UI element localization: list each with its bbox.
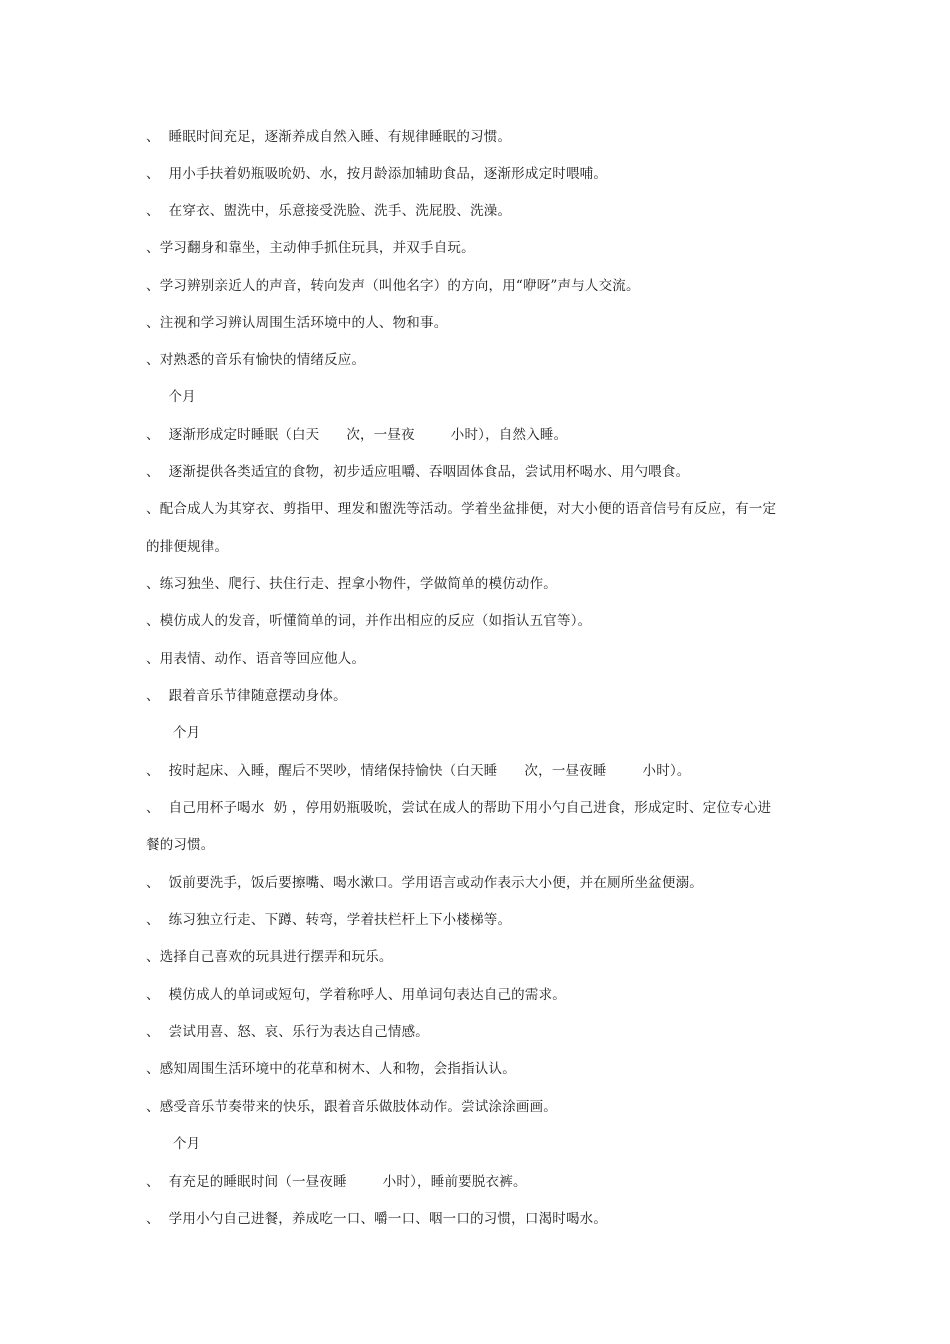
text-line: 、感受音乐节奏带来的快乐，跟着音乐做肢体动作。尝试涂涂画画。 (146, 1099, 557, 1115)
text-line: 、 在穿衣、盥洗中，乐意接受洗脸、洗手、洗屁股、洗澡。 (146, 203, 512, 219)
text-line: 、 尝试用喜、怒、哀、乐行为表达自己情感。 (146, 1024, 429, 1040)
section-heading: 个月 (146, 389, 196, 405)
text-line: 、注视和学习辨认周围生活环境中的人、物和事。 (146, 315, 448, 331)
text-line: 、模仿成人的发音，听懂简单的词，并作出相应的反应（如指认五官等）。 (146, 613, 592, 629)
text-line: 、 模仿成人的单词或短句，学着称呼人、用单词句表达自己的需求。 (146, 987, 566, 1003)
section-heading: 个月 (146, 725, 201, 741)
text-line: 、用表情、动作、语音等回应他人。 (146, 651, 366, 667)
text-line: 的排便规律。 (146, 539, 229, 555)
text-line: 、 有充足的睡眠时间（一昼夜睡 小时），睡前要脱衣裤。 (146, 1174, 527, 1190)
text-line: 、 跟着音乐节律随意摆动身体。 (146, 688, 347, 704)
text-line: 、配合成人为其穿衣、剪指甲、理发和盥洗等活动。学着坐盆排便，对大小便的语音信号有反应，有一定 (146, 501, 777, 517)
text-line: 、对熟悉的音乐有愉快的情绪反应。 (146, 352, 366, 368)
text-line: 、学习辨别亲近人的声音，转向发声（叫他名字）的方向，用“咿呀”声与人交流。 (146, 278, 640, 294)
text-line: 、学习翻身和靠坐，主动伸手抓住玩具，并双手自玩。 (146, 240, 475, 256)
text-line: 、 按时起床、入睡，醒后不哭吵，情绪保持愉快（白天睡 次，一昼夜睡 小时）。 (146, 763, 691, 779)
text-line: 、感知周围生活环境中的花草和树木、人和物，会指指认认。 (146, 1061, 516, 1077)
text-line: 、 饭前要洗手，饭后要擦嘴、喝水漱口。学用语言或动作表示大小便，并在厕所坐盆便溺。 (146, 875, 703, 891)
text-line: 、练习独坐、爬行、扶住行走、捏拿小物件，学做简单的模仿动作。 (146, 576, 557, 592)
text-line: 、 逐渐形成定时睡眠（白天 次，一昼夜 小时），自然入睡。 (146, 427, 568, 443)
text-line: 、 学用小勺自己进餐，养成吃一口、嚼一口、咽一口的习惯，口渴时喝水。 (146, 1211, 608, 1227)
text-line: 、 用小手扶着奶瓶吸吮奶、水，按月龄添加辅助食品，逐渐形成定时喂哺。 (146, 166, 608, 182)
section-heading: 个月 (146, 1136, 201, 1152)
text-line: 、 自己用杯子喝水 奶 ，停用奶瓶吸吮，尝试在成人的帮助下用小勺自己进食，形成定时、定位专心进 (146, 800, 772, 816)
text-line: 、 练习独立行走、下蹲、转弯，学着扶栏杆上下小楼梯等。 (146, 912, 512, 928)
text-line: 、选择自己喜欢的玩具进行摆弄和玩乐。 (146, 949, 393, 965)
text-line: 、 逐渐提供各类适宜的食物，初步适应咀嚼、吞咽固体食品，尝试用杯喝水、用勺喂食。 (146, 464, 690, 480)
text-line: 、 睡眠时间充足，逐渐养成自然入睡、有规律睡眠的习惯。 (146, 129, 512, 145)
text-line: 餐的习惯。 (146, 837, 215, 853)
